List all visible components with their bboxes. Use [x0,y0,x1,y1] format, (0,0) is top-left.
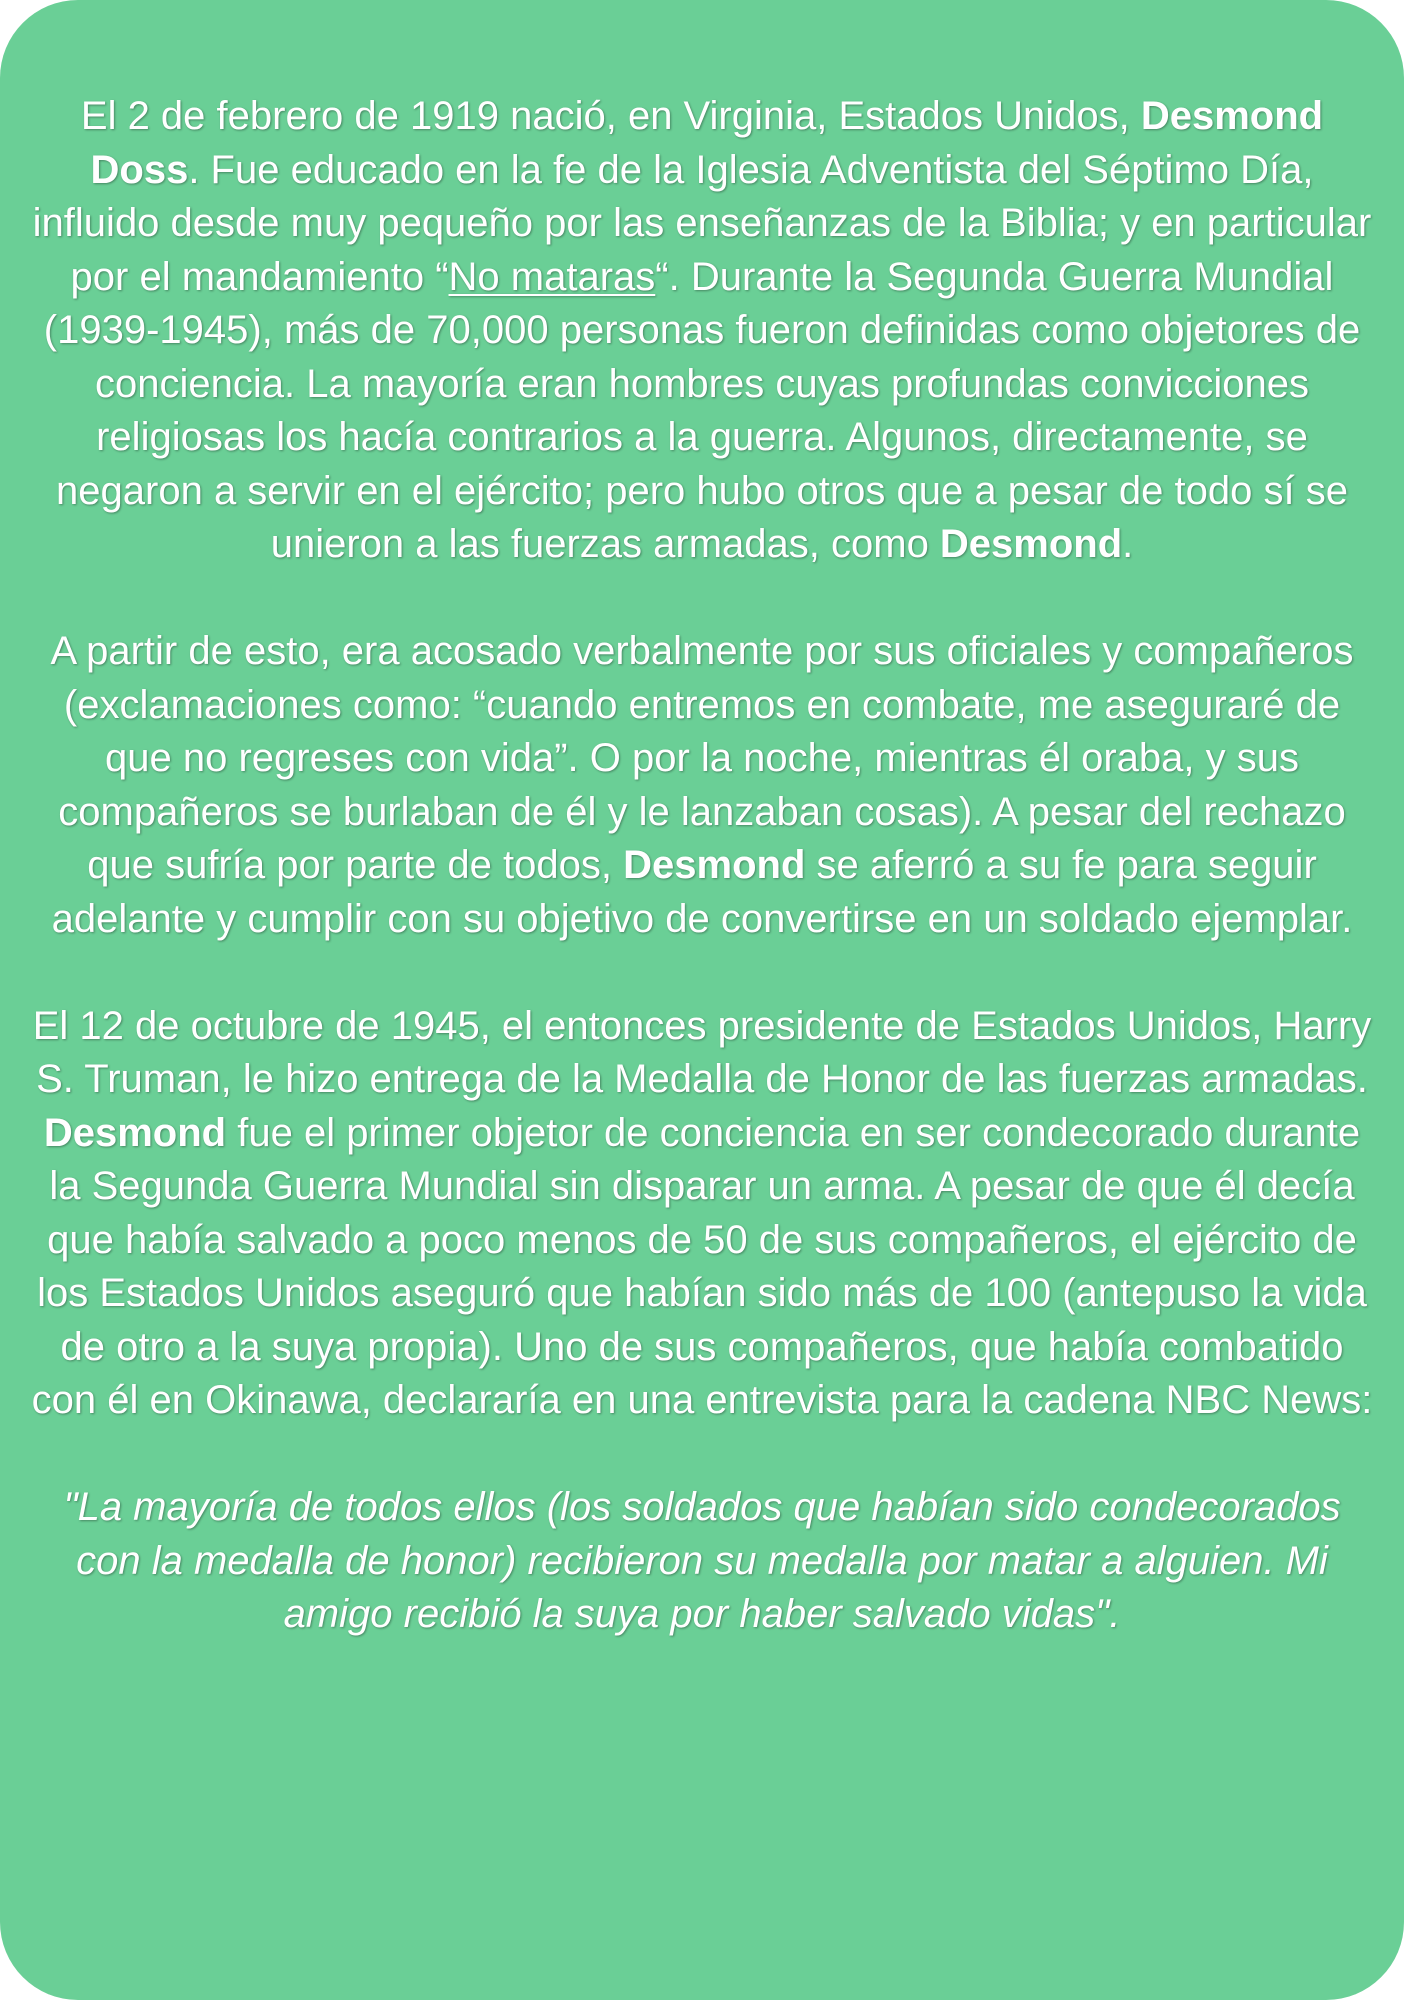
commandment-text: No mataras [448,254,656,299]
paragraph-3-text-2: fue el primer objetor de conciencia en ser condecorado durante la Segunda Guerra Mundial sin disparar un arma. A pesar de que él decía que había salvado a poco menos de 50 de sus compañeros, el ejército de los Estados Unidos aseguró que habían sido más de 100 (antepuso la vida de otro a la suya propia). Uno de sus compañeros, que había combatido con él en Okinawa, declararía en una entrevista para la cadena NBC News: [31,1110,1373,1422]
paragraph-3-text-1: El 12 de octubre de 1945, el entonces presidente de Estados Unidos, Harry S. Truman, le hizo entrega de la Medalla de Honor de las fuerzas armadas. [32,1003,1372,1101]
desmond-name: Desmond [623,843,806,887]
paragraph-1-text-1: El 2 de febrero de 1919 nació, en Virginia, Estados Unidos, [80,94,1141,138]
desmond-name: Desmond [939,522,1123,566]
paragraph-1-text-2: . Fue educado en la fe de la Iglesia Adventista del Séptimo Día, influido desde muy pequeño por las enseñanzas de la Biblia; y en particular por el mandamiento “ [32,147,1372,299]
paragraph-harassment [28,625,1376,946]
paragraph-spacer [28,946,1376,1000]
paragraph-medal [28,1000,1376,1428]
desmond-name: Desmond [43,1110,227,1155]
paragraph-spacer [28,1428,1376,1482]
paragraph-2-text-2: se aferró a su fe para seguir adelante y cumplir con su objetivo de convertirse en un soldado ejemplar. [51,843,1353,941]
paragraph-1-text-4: . [1122,522,1134,566]
nbc-quote: "La mayoría de todos ellos (los soldados que habían sido condecorados con la medalla de honor) recibieron su medalla por matar a alguien. Mi amigo recibió la suya por haber salvado vidas". [63,1485,1341,1636]
paragraph-1-text-3: “. Durante la Segunda Guerra Mundial (1939-1945), más de 70,000 personas fueron definidas como objetores de conciencia. La mayoría eran hombres cuyas profundas convicciones religiosas los hacía contrarios a la guerra. Algunos, directamente, se negaron a servir en el ejército; pero hubo otros que a pesar de todo sí se unieron a las fuerzas armadas, como [43,254,1361,566]
paragraph-2-text-1: A partir de esto, era acosado verbalmente por sus oficiales y compañeros (exclamaciones como: “cuando entremos en combate, me aseguraré de que no regreses con vida”. O por la noche, mientras él oraba, y sus compañeros se burlaban de él y le lanzaban cosas). A pesar del rechazo que sufría por parte de todos, [50,629,1354,887]
desmond-doss-name: Desmond Doss [90,94,1324,192]
paragraph-spacer [28,572,1376,626]
paragraph-birth [28,90,1376,572]
